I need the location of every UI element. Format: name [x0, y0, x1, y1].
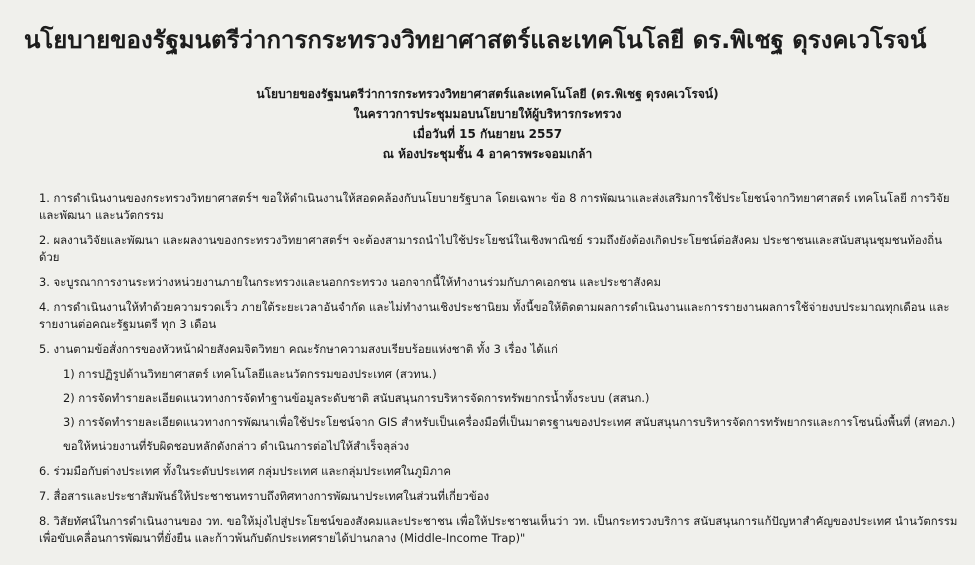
policy-item-1: 1. การดำเนินงานของกระทรวงวิทยาศาสตร์ฯ ขอให้ดำเนินงานให้สอดคล้องกับนโยบายรัฐบาล โดยเฉพาะ ข้อ 8 การพัฒนาและส่งเสริมการใช้ประโยชน์จากวิทยาศาสตร์ เทคโนโลยี การวิจัยและพัฒนา และนวัตกรรม: [39, 191, 950, 222]
heading-line-2: ในคราวการประชุมมอบนโยบายให้ผู้บริหารกระทรวง: [353, 107, 622, 121]
policy-item-8: 8. วิสัยทัศน์ในการดำเนินงานของ วท. ขอให้มุ่งไปสู่ประโยชน์ของสังคมและประชาชน เพื่อให้ประชาชนเห็นว่า วท. เป็นกระทรวงบริการ สนับสนุนการแก้ปัญหาสำคัญของประเทศ นำนวัตกรรมเพื่อขับเคลื่อนการพัฒนาที่ยั่งยืน และก้าวพ้นกับดักประเทศรายได้ปานกลาง (Middle-Income Trap)": [39, 514, 958, 545]
policy-list: [39, 190, 961, 555]
policy-item-5-sub-1: 1) การปฏิรูปด้านวิทยาศาสตร์ เทคโนโลยีและนวัตกรรมของประเทศ (สวทน.): [63, 367, 437, 381]
policy-heading: [0, 84, 975, 164]
heading-line-3: เมื่อวันที่ 15 กันยายน 2557: [412, 127, 563, 141]
policy-item-6: 6. ร่วมมือกับต่างประเทศ ทั้งในระดับประเทศ กลุ่มประเทศ และกลุ่มประเทศในภูมิภาค: [39, 464, 451, 478]
policy-item-4: 4. การดำเนินงานให้ทำด้วยความรวดเร็ว ภายใต้ระยะเวลาอันจำกัด และไม่ทำงานเชิงประชานิยม ทั้งนี้ขอให้ติดตามผลการดำเนินงานและการรายงานผลการใช้จ่ายงบประมาณทุกเดือน และรายงานต่อคณะรัฐมนตรี ทุก 3 เดือน: [39, 300, 950, 331]
policy-item-3: 3. จะบูรณาการงานระหว่างหน่วยงานภายในกระทรวงและนอกกระทรวง นอกจากนี้ให้ทำงานร่วมกับภาคเอกชน และประชาสังคม: [39, 275, 662, 289]
policy-item-7: 7. สื่อสารและประชาสัมพันธ์ให้ประชาชนทราบถึงทิศทางการพัฒนาประเทศในส่วนที่เกี่ยวข้อง: [39, 489, 490, 503]
policy-item-5-note: ขอให้หน่วยงานที่รับผิดชอบหลักดังกล่าว ดำเนินการต่อไปให้สำเร็จลุล่วง: [63, 439, 410, 453]
policy-item-5-sub-2: 2) การจัดทำรายละเอียดแนวทางการจัดทำฐานข้อมูลระดับชาติ สนับสนุนการบริหารจัดการทรัพยากรน้ำทั้งระบบ (สสนก.): [63, 391, 650, 405]
heading-line-1: นโยบายของรัฐมนตรีว่าการกระทรวงวิทยาศาสตร์และเทคโนโลยี (ดร.พิเชฐ ดุรงคเวโรจน์): [256, 87, 719, 101]
heading-line-4: ณ ห้องประชุมชั้น 4 อาคารพระจอมเกล้า: [382, 147, 593, 161]
policy-item-5: 5. งานตามข้อสั่งการของหัวหน้าฝ่ายสังคมจิตวิทยา คณะรักษาความสงบเรียบร้อยแห่งชาติ ทั้ง 3 เรื่อง ได้แก่: [39, 342, 558, 356]
policy-item-5-sub-3: 3) การจัดทำรายละเอียดแนวทางการพัฒนาเพื่อใช้ประโยชน์จาก GIS สำหรับเป็นเครื่องมือที่เป็นมาตรฐานของประเทศ สนับสนุนการบริหารจัดการทรัพยากรและการโซนนิ่งพื้นที่ (สทอภ.): [63, 415, 956, 429]
policy-item-2: 2. ผลงานวิจัยและพัฒนา และผลงานของกระทรวงวิทยาศาสตร์ฯ จะต้องสามารถนำไปใช้ประโยชน์ในเชิงพาณิชย์ รวมถึงยังต้องเกิดประโยชน์ต่อสังคม ประชาชนและสนับสนุนชุมชนท้องถิ่นด้วย: [39, 233, 942, 264]
page-title: นโยบายของรัฐมนตรีว่าการกระทรวงวิทยาศาสตร์และเทคโนโลยี ดร.พิเชฐ ดุรงคเวโรจน์: [24, 26, 927, 54]
